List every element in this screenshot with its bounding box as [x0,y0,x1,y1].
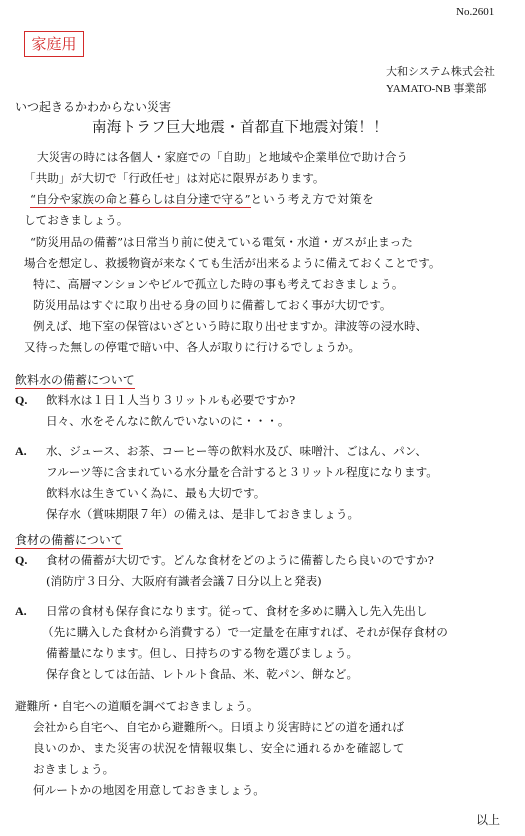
intro-line-1: 大災害の時には各個人・家庭での「自助」と地域や企業単位で助け合う [37,150,409,164]
water-answer-line-3: 飲料水は生きていく為に、最も大切です。 [46,486,266,500]
water-q-mark: Q. [15,393,28,407]
food-answer-line-4: 保存食としては缶詰、レトルト食品、米、乾パン、餅など。 [46,667,359,681]
lead-text: いつ起きるかわからない災害 [15,100,172,114]
food-section-heading [15,531,123,548]
food-q-mark: Q. [15,553,28,567]
division-name: YAMATO-NB 事業部 [386,83,487,95]
page-title: 南海トラフ巨大地震・首都直下地震対策！！ [92,120,388,136]
company-name: 大和システム株式会社 [386,65,495,78]
water-answer-line-2: フルーツ等に含まれている水分量を合計すると３リットル程度になります。 [46,465,438,479]
water-question-line-1: 飲料水は１日１人当り３リットルも必要ですか? [46,393,296,407]
intro-line-5: “防災用品の備蓄”は日常当り前に使えている電気・水道・ガスが止まった [30,235,413,249]
food-question-line-1: 食材の備蓄が大切です。どんな食材をどのように備蓄したら良いのですか? [46,553,434,567]
intro-line-6: 場合を想定し、救援物資が来なくても生活が出来るように備えておくことです。 [24,256,441,270]
intro-line-9: 例えば、地下室の保管はいざという時に取り出せますか。津波等の浸水時、 [33,319,428,333]
intro-line-3-rest: という考え方で対策を [250,192,375,206]
water-answer-line-1: 水、ジュース、お茶、コーヒー等の飲料水及び、味噌汁、ごはん、パン、 [46,444,427,458]
intro-line-8: 防災用品はすぐに取り出せる身の回りに備蓄しておく事が大切です。 [33,298,392,312]
route-line-5: 何ルートかの地図を用意しておきましょう。 [33,783,265,797]
route-line-2: 会社から自宅へ、自宅から避難所へ。日頃より災害時にどの道を通れば [33,720,405,734]
food-answer-line-1: 日常の食材も保存食になります。従って、食材を多めに購入し先入先出し [46,604,428,618]
route-line-3: 良いのか、また災害の状況を情報収集し、安全に通れるかを確認して [33,741,405,755]
closing-mark: 以上 [476,813,501,827]
intro-line-7: 特に、高層マンションやビルで孤立した時の事も考えておきましょう。 [33,277,404,291]
self-protection-phrase: “自分や家族の命と暮らしは自分達で守る” [30,192,251,206]
intro-line-4: しておきましょう。 [24,213,129,227]
food-a-mark: A. [15,604,27,618]
intro-line-2: 「共助」が大切で「行政任せ」は対応に限界があります。 [24,171,325,185]
intro-line-3 [30,189,375,210]
route-line-4: おきましょう。 [33,762,115,776]
route-heading: 避難所・自宅への道順を調べておきましょう。 [15,699,259,713]
food-answer-line-2: （先に購入した食材から消費する）で一定量を在庫すれば、それが保存食材の [42,625,448,639]
intro-line-10: 又待った無しの停電で暗い中、各人が取りに行けるでしょうか。 [24,340,361,354]
water-question-line-2: 日々、水をそんなに飲んでいないのに・・・。 [46,414,290,428]
water-a-mark: A. [15,444,27,458]
food-heading-text: 食材の備蓄について [15,533,123,547]
household-use-stamp: 家庭用 [24,31,84,57]
document-number: No.2601 [456,6,495,18]
water-answer-line-4: 保存水（賞味期限７年）の備えは、是非しておきましょう。 [46,507,360,521]
food-question-line-2: (消防庁３日分、大阪府有識者会議７日分以上と発表) [46,574,322,588]
water-heading-text: 飲料水の備蓄について [15,373,135,387]
food-answer-line-3: 備蓄量になります。但し、日持ちのする物を選びましょう。 [46,646,359,660]
water-section-heading [15,371,135,388]
